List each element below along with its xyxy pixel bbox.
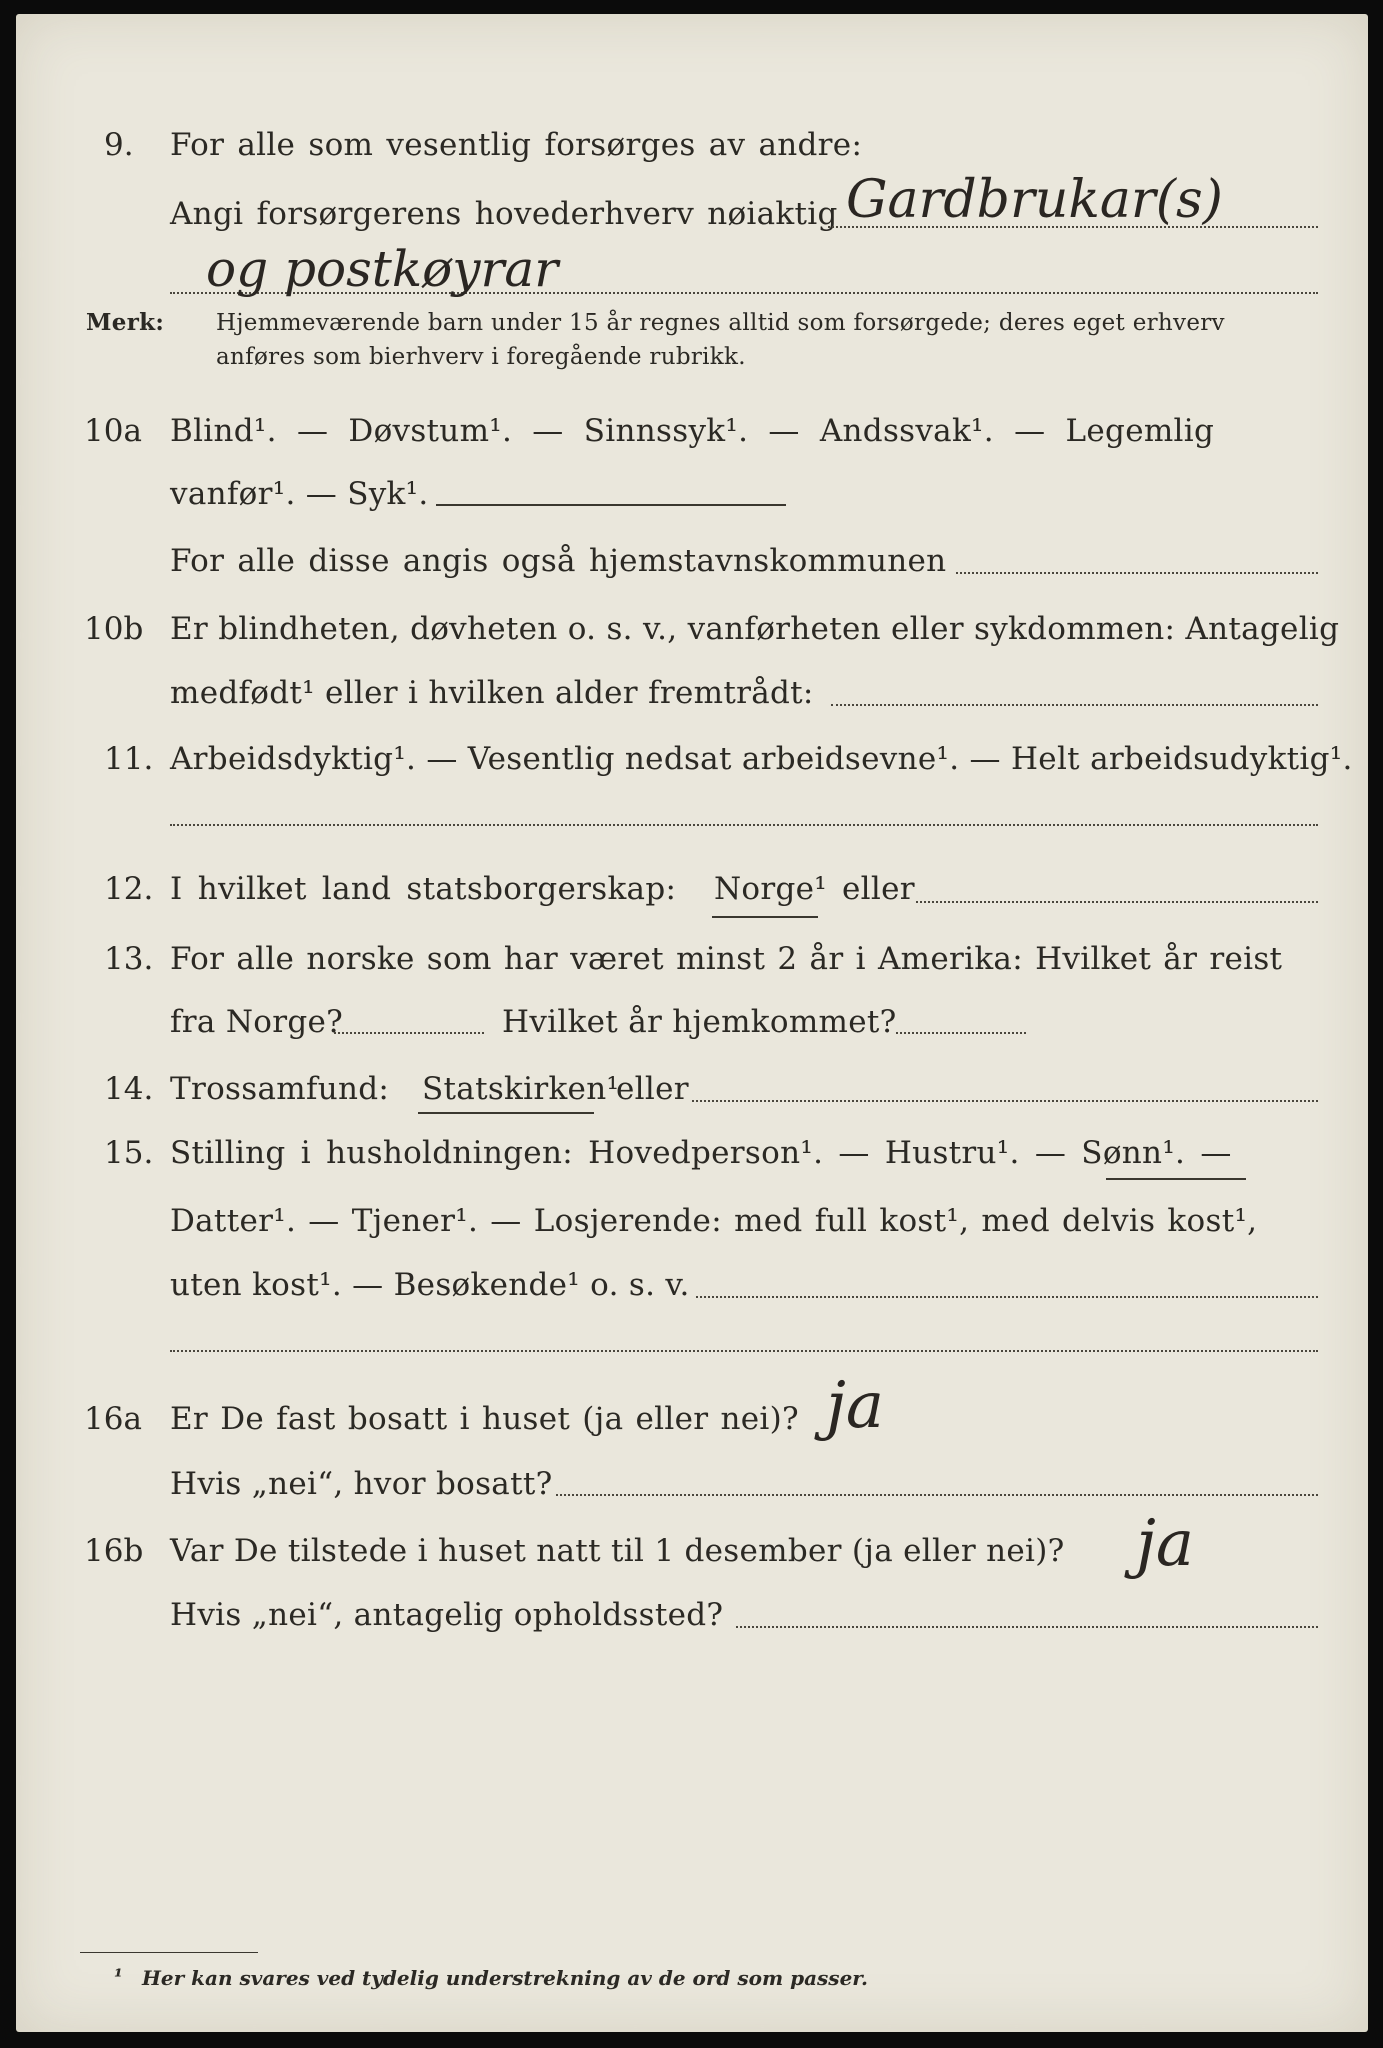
question-9-line-2: Angi forsørgerens hovederhverv nøiaktig: [170, 196, 838, 232]
question-13-answer-line-2: [896, 1032, 1026, 1034]
question-11-line-1: Arbeidsdyktig¹. — Vesentlig nedsat arbeidsevne¹. — Helt arbeidsudyktig¹.: [170, 741, 1353, 777]
question-10b-line-2: medfødt¹ eller i hvilken alder fremtrådt:: [170, 675, 814, 711]
question-13-line-2a: fra Norge?: [170, 1004, 344, 1040]
question-10b-answer-line: [831, 704, 1318, 706]
question-16b-number: 16b: [84, 1533, 144, 1569]
question-10a-answer-line-2: [956, 572, 1318, 574]
question-15-line-3: uten kost¹. — Besøkende¹ o. s. v.: [170, 1267, 690, 1303]
question-15-number: 15.: [104, 1135, 154, 1171]
question-14-option-statskirken: Statskirken¹: [422, 1071, 620, 1107]
question-9-answer-occupation: Gardbrukar(s): [846, 170, 1223, 230]
question-15-answer-line-2: [170, 1350, 1318, 1352]
question-14-or: eller: [616, 1071, 689, 1107]
question-16a-line-2: Hvis „nei“, hvor bosatt?: [170, 1466, 553, 1502]
question-10a-line-2: vanfør¹. — Syk¹.: [170, 476, 429, 512]
note-line-1: Hjemmeværende barn under 15 år regnes alltid som forsørgede; deres eget erhverv: [216, 310, 1225, 336]
question-13-number: 13.: [104, 941, 154, 977]
question-12-option-norge: Norge¹: [714, 871, 828, 907]
question-16b-answer-line: [736, 1626, 1318, 1628]
question-12-text: I hvilket land statsborgerskap:: [170, 871, 677, 907]
question-16a-answer: ja: [826, 1369, 884, 1443]
question-14-number: 14.: [104, 1071, 154, 1107]
question-12-number: 12.: [104, 871, 154, 907]
question-10a-line-3: For alle disse angis også hjemstavnskommunen: [170, 543, 947, 579]
census-form-page: [16, 14, 1368, 2032]
question-10a-answer-line-1: [436, 504, 786, 506]
question-10a-line-1: Blind¹. — Døvstum¹. — Sinnssyk¹. — Andssvak¹. — Legemlig: [170, 413, 1215, 449]
question-15-line-1: Stilling i husholdningen: Hovedperson¹. — Hustru¹. — Sønn¹. —: [170, 1135, 1232, 1171]
footnote-text: Her kan svares ved tydelig understrekning av de ord som passer.: [142, 1966, 868, 1990]
question-15-line-2: Datter¹. — Tjener¹. — Losjerende: med full kost¹, med delvis kost¹,: [170, 1203, 1258, 1239]
question-16a-line-1: Er De fast bosatt i huset (ja eller nei)?: [170, 1401, 799, 1437]
question-14-text: Trossamfund:: [170, 1071, 390, 1107]
question-16a-number: 16a: [84, 1401, 142, 1437]
question-16a-answer-line: [556, 1494, 1318, 1496]
question-9-line-1: For alle som vesentlig forsørges av andre:: [170, 127, 863, 163]
question-9-answer-occupation-cont: og postkøyrar: [206, 240, 559, 298]
question-12-or: eller: [842, 871, 915, 907]
footnote-rule: [80, 1952, 258, 1953]
question-15-underline-sonn: [1106, 1178, 1246, 1180]
question-11-answer-line: [170, 824, 1318, 826]
question-9-number: 9.: [104, 127, 134, 163]
footnote-mark: ¹: [114, 1964, 123, 1988]
question-16b-line-2: Hvis „nei“, antagelig opholdssted?: [170, 1597, 724, 1633]
question-11-number: 11.: [104, 741, 154, 777]
question-14-answer-line: [692, 1100, 1318, 1102]
question-12-answer-line: [916, 901, 1318, 903]
question-15-answer-line-1: [696, 1296, 1318, 1298]
question-10a-number: 10a: [84, 413, 142, 449]
question-16b-line-1: Var De tilstede i huset natt til 1 desember (ja eller nei)?: [170, 1533, 1065, 1569]
question-13-line-1: For alle norske som har været minst 2 år i Amerika: Hvilket år reist: [170, 941, 1283, 977]
note-line-2: anføres som bierhverv i foregående rubrikk.: [216, 344, 746, 370]
question-13-answer-line-1: [334, 1032, 484, 1034]
question-16b-answer: ja: [1136, 1507, 1194, 1581]
question-12-underline-norge: [712, 916, 818, 918]
question-10b-line-1: Er blindheten, døvheten o. s. v., vanførheten eller sykdommen: Antagelig: [170, 611, 1340, 647]
question-10b-number: 10b: [84, 611, 144, 647]
note-label: Merk:: [86, 309, 165, 336]
question-14-underline-statskirken: [418, 1112, 594, 1114]
question-13-line-2b: Hvilket år hjemkommet?: [502, 1004, 897, 1040]
